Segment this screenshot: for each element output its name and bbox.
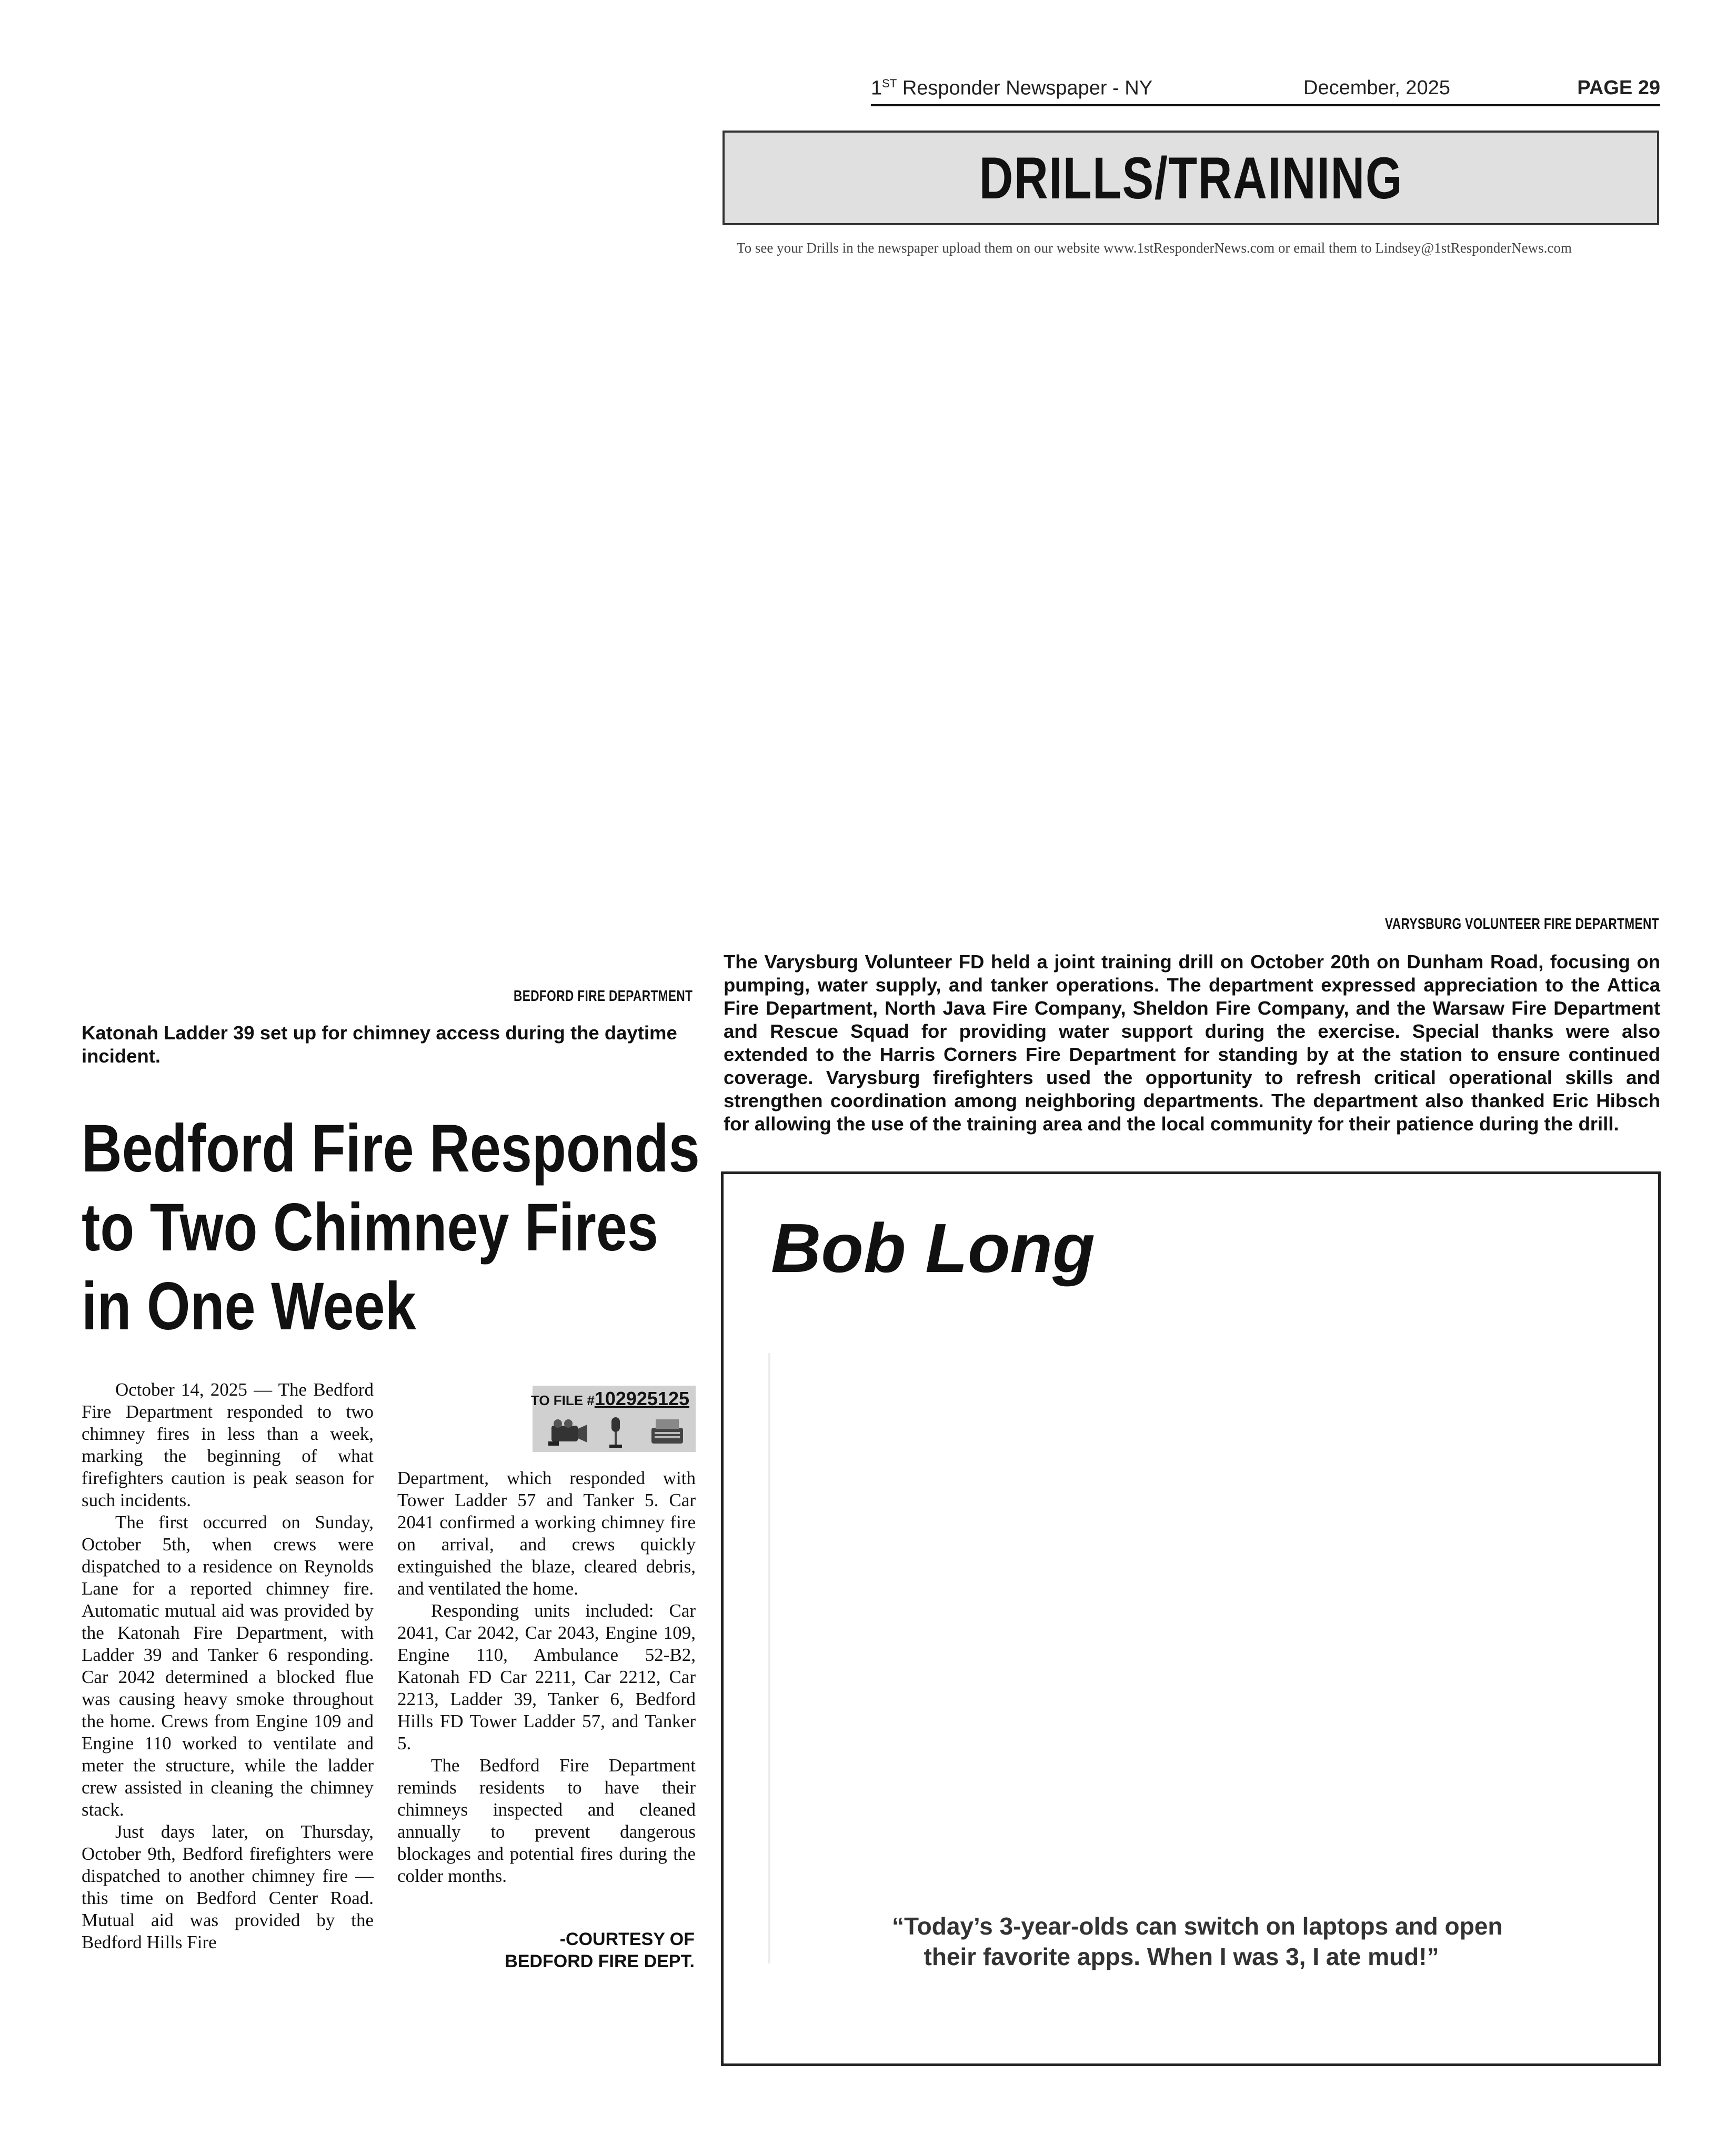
varysburg-photo-credit: VARYSBURG VOLUNTEER FIRE DEPARTMENT [1385, 916, 1659, 933]
issue-date: December, 2025 [1303, 77, 1450, 99]
section-banner [723, 131, 1659, 225]
ad-quote-line: “Today’s 3-year-olds can switch on laptops and open [892, 1912, 1503, 1940]
headline-line: in One Week [82, 1269, 416, 1344]
ad-quote-line: their favorite apps. When I was 3, I ate mud!” [924, 1943, 1439, 1970]
article-column-1 [82, 1379, 374, 1953]
bedford-photo-caption: Katonah Ladder 39 set up for chimney access during the daytime incident. [82, 1022, 677, 1067]
ad-divider [768, 1353, 770, 1963]
video-camera-icon [547, 1416, 589, 1448]
ad-quote [792, 1911, 1571, 1972]
ad-name: Bob Long [771, 1209, 1095, 1287]
article-courtesy [400, 1928, 695, 1972]
advertisement-box [721, 1171, 1661, 2066]
bedford-photo-credit: BEDFORD FIRE DEPARTMENT [513, 988, 693, 1005]
header-rule [871, 104, 1660, 106]
courtesy-line: -COURTESY OF [559, 1929, 695, 1949]
page-number: PAGE 29 [1577, 77, 1660, 99]
submission-note: To see your Drills in the newspaper upload them on our website www.1stResponderNews.com or email them to Lindsey@1stResponderNews.com [737, 240, 1572, 256]
varysburg-caption: The Varysburg Volunteer FD held a joint training drill on October 20th on Dunham Road, focusing on pumping, water supply, and tanker operations. The department expressed appreciation to the Attica Fire Department, North Java Fire Company, Sheldon Fire Company, and the Warsaw Fire Department and Rescue Squad for providing water support during the exercise. Special thanks were also extended to the Harris Corners Fire Department for standing by at the station to ensure continued coverage. Varysburg firefighters used the opportunity to refresh critical operational skills and strengthen coordination among neighboring departments. The department also thanked Eric Hibsch for allowing the use of the training area and the local community for their patience during the drill. [724, 951, 1660, 1135]
article-paragraph: Department, which responded with Tower Ladder 57 and Tanker 5. Car 2041 confirmed a working chimney fire on arrival, and crews quickly extinguished the blaze, cleared debris, and ventilated the home. [397, 1468, 696, 1599]
courtesy-line: BEDFORD FIRE DEPT. [505, 1951, 695, 1971]
to-file-label: TO FILE #102925125 [530, 1388, 689, 1409]
article-headline [82, 1109, 700, 1346]
microphone-icon [605, 1416, 626, 1450]
article-paragraph: Responding units included: Car 2041, Car 2042, Car 2043, Engine 109, Engine 110, Ambulance 52-B2, Katonah FD Car 2211, Car 2212, Car 2213, Ladder 39, Tanker 6, Bedford Hills FD Tower Ladder 57, and Tanker 5. [397, 1600, 696, 1754]
article-paragraph: Just days later, on Thursday, October 9th, Bedford firefighters were dispatched to another chimney fire — this time on Bedford Center Road. Mutual aid was provided by the Bedford Hills Fire [82, 1821, 374, 1952]
article-paragraph: The first occurred on Sunday, October 5th, when crews were dispatched to a residence on Reynolds Lane for a reported chimney fire. Automatic mutual aid was provided by the Katonah Fire Department, with Ladder 39 and Tanker 6 responding. Car 2042 determined a blocked flue was causing heavy smoke throughout the home. Crews from Engine 109 and Engine 110 worked to ventilate and meter the structure, while the ladder crew assisted in cleaning the chimney stack. [82, 1512, 374, 1820]
article-paragraph: The Bedford Fire Department reminds residents to have their chimneys inspected and cleaned annually to prevent dangerous blockages and potential fires during the colder months. [397, 1755, 696, 1886]
file-number: 102925125 [594, 1388, 689, 1409]
publication-name: 1ST Responder Newspaper - NY [871, 77, 1153, 99]
section-title: DRILLS/TRAINING [979, 145, 1403, 211]
article-paragraph: October 14, 2025 — The Bedford Fire Department responded to two chimney fires in less than a week, marking the beginning of what firefighters caution is peak season for such incidents. [82, 1379, 374, 1510]
article-column-2 [397, 1467, 696, 1887]
to-file-box [530, 1386, 696, 1452]
headline-line: to Two Chimney Fires [82, 1190, 658, 1265]
headline-line: Bedford Fire Responds [82, 1111, 700, 1186]
typewriter-icon [648, 1416, 686, 1448]
